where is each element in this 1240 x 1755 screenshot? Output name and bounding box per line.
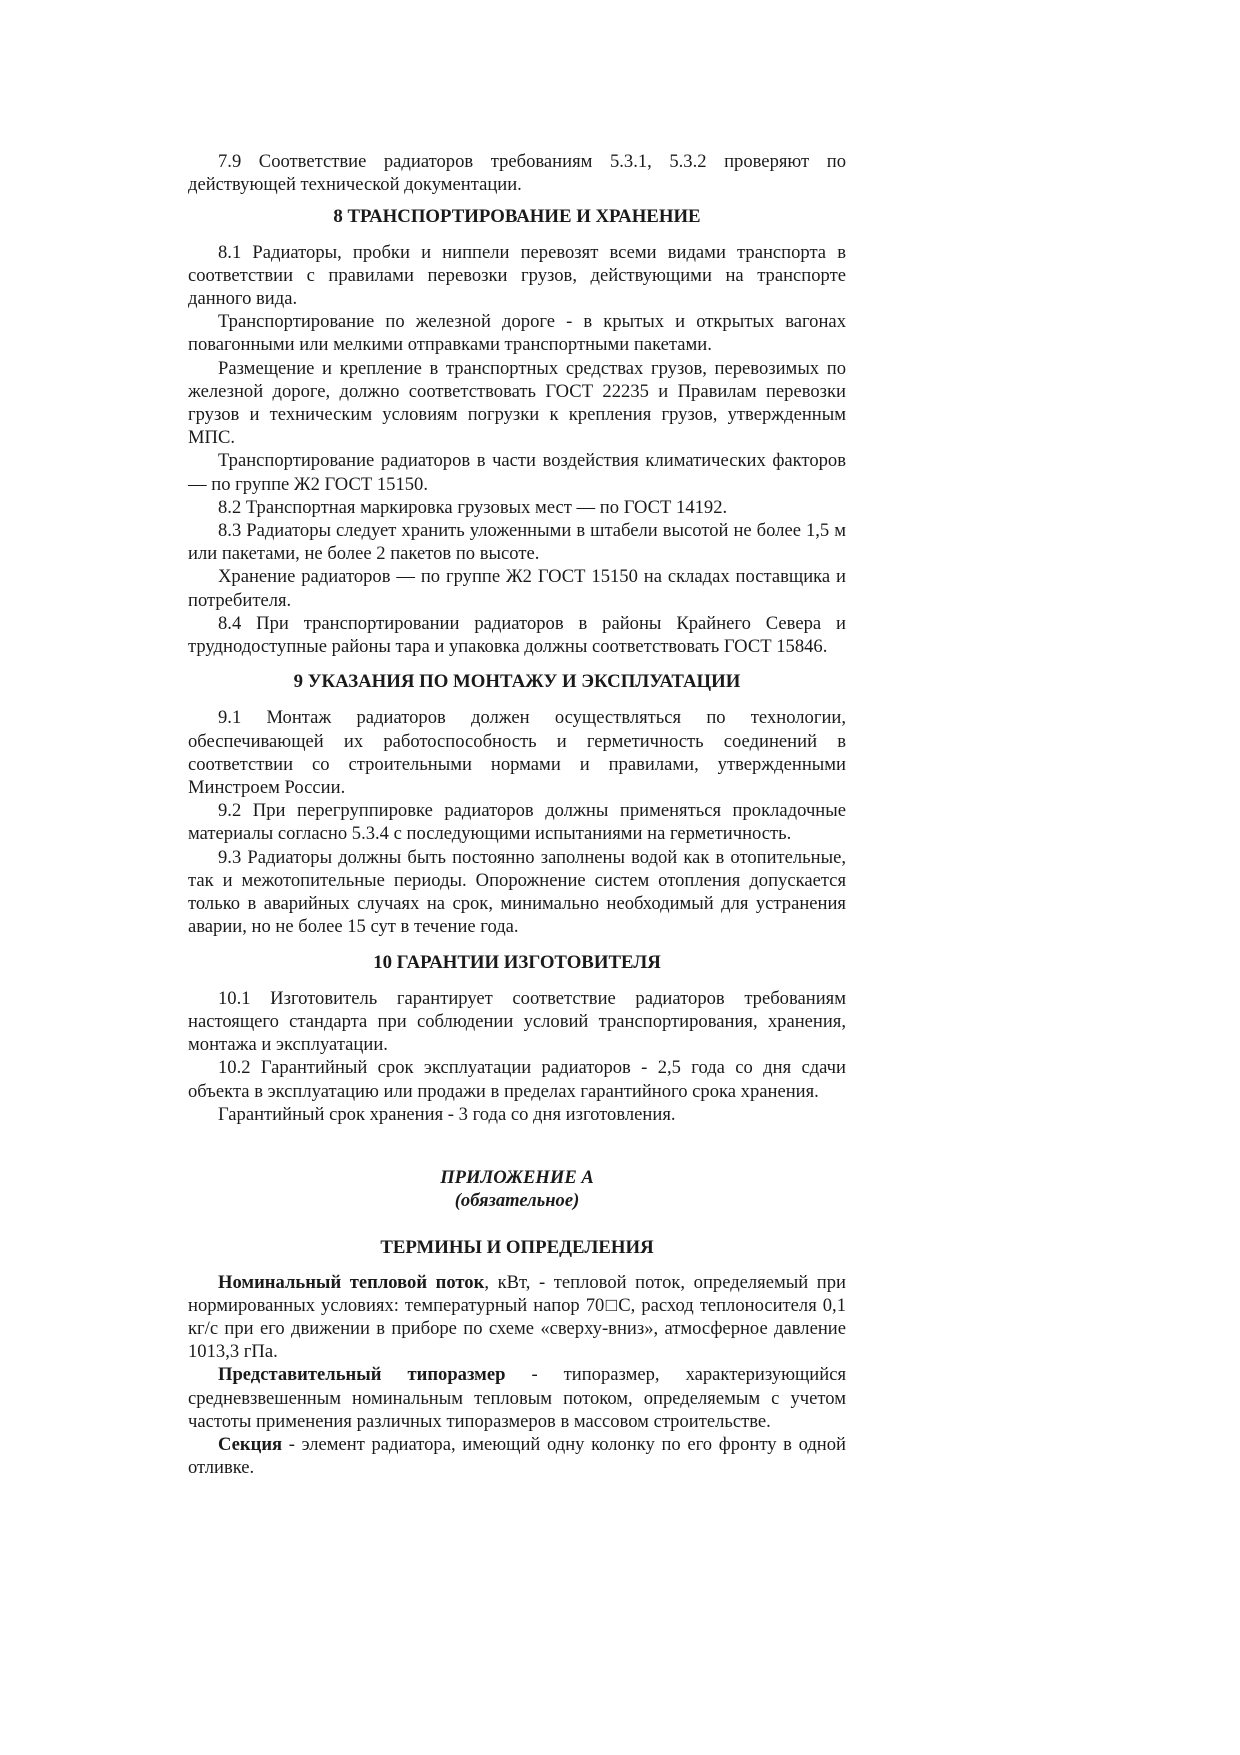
section-10-heading: 10 ГАРАНТИИ ИЗГОТОВИТЕЛЯ: [373, 951, 661, 973]
appendix-title: ПРИЛОЖЕНИЕ А: [440, 1166, 594, 1188]
paragraph-8-3-storage: Хранение радиаторов — по группе Ж2 ГОСТ 15150 на складах поставщика и потребителя.: [188, 566, 846, 611]
appendix-subtitle: (обязательное): [454, 1190, 580, 1212]
paragraph-10-1: 10.1 Изготовитель гарантирует соответствие радиаторов требованиям настоящего стандарта при соблюдении условий транспортирования, хранения, монтажа и эксплуатации.: [188, 987, 846, 1056]
paragraph-8-1-climate: Транспортирование радиаторов в части воздействия климатических факторов — по группе Ж2 ГОСТ 15150.: [188, 450, 846, 495]
term-name: Представительный типоразмер: [218, 1364, 506, 1386]
paragraph-9-2: 9.2 При перегруппировке радиаторов должны применяться прокладочные материалы согласно 5.3.4 с последующими испытаниями на герметичность.: [188, 800, 846, 845]
term-definition: - элемент радиатора, имеющий одну колонку по его фронту в одной отливке.: [188, 1433, 846, 1479]
paragraph-8-4: 8.4 При транспортировании радиаторов в районы Крайнего Севера и труднодоступные районы тара и упаковка должны соответствовать ГОСТ 15846.: [188, 612, 846, 658]
paragraph-10-2-storage: Гарантийный срок хранения - 3 года со дня изготовления.: [218, 1103, 676, 1125]
paragraph-8-1-rail: Транспортирование по железной дороге - в крытых и открытых вагонах повагонными или мелкими отправками транспортными пакетами.: [188, 311, 846, 356]
appendix-header: [188, 1166, 846, 1212]
paragraph-8-1: 8.1 Радиаторы, пробки и ниппели перевозят всеми видами транспорта в соответствии с правилами перевозки грузов, действующими на транспорте данного вида.: [188, 241, 846, 310]
term-definition: - типоразмер, характеризующийся средневзвешенным номинальным тепловым потоком, определяемым с учетом частоты применения различных типоразмеров в массовом строительстве.: [188, 1364, 846, 1432]
paragraph-9-1: 9.1 Монтаж радиаторов должен осуществляться по технологии, обеспечивающей их работоспособность и герметичность соединений в соответствии со строительными нормами и правилами, утвержденными Минстроем России.: [188, 707, 846, 799]
terms-heading: ТЕРМИНЫ И ОПРЕДЕЛЕНИЯ: [380, 1237, 654, 1259]
term-entry: [188, 1433, 846, 1479]
document-page: [188, 150, 846, 1479]
section-8-heading: 8 ТРАНСПОРТИРОВАНИЕ И ХРАНЕНИЕ: [333, 206, 701, 228]
term-name: Секция: [218, 1433, 283, 1455]
paragraph-10-2: 10.2 Гарантийный срок эксплуатации радиаторов - 2,5 года со дня сдачи объекта в эксплуатацию или продажи в пределах гарантийного срока хранения.: [188, 1057, 846, 1102]
paragraph-8-2: 8.2 Транспортная маркировка грузовых мест — по ГОСТ 14192.: [218, 496, 728, 518]
paragraph-7-9: 7.9 Соответствие радиаторов требованиям 5.3.1, 5.3.2 проверяют по действующей технической документации.: [188, 151, 846, 196]
term-name: Номинальный тепловой поток: [218, 1271, 485, 1293]
paragraph-8-3: 8.3 Радиаторы следует хранить уложенными в штабели высотой не более 1,5 м или пакетами, не более 2 пакетов по высоте.: [188, 520, 846, 565]
paragraph-8-1-placement: Размещение и крепление в транспортных средствах грузов, перевозимых по железной дороге, должно соответствовать ГОСТ 22235 и Правилам перевозки грузов и техническим условиям погрузки к крепления грузов, утвержденным МПС.: [188, 357, 846, 449]
term-definition: , кВт, - тепловой поток, определяемый при нормированных условиях: температурный напор 70□С, расход теплоносителя 0,1 кг/с при его движении в приборе по схеме «сверху-вниз», атмосферное давление 1013,3 гПа.: [188, 1271, 846, 1363]
term-entry: [188, 1363, 846, 1433]
term-entry: [188, 1271, 846, 1364]
paragraph-9-3: 9.3 Радиаторы должны быть постоянно заполнены водой как в отопительные, так и межотопительные периоды. Опорожнение систем отопления допускается только в аварийных случаях на срок, минимально необходимый для устранения аварии, но не более 15 сут в течение года.: [188, 846, 846, 938]
section-9-heading: 9 УКАЗАНИЯ ПО МОНТАЖУ И ЭКСПЛУАТАЦИИ: [293, 671, 741, 693]
